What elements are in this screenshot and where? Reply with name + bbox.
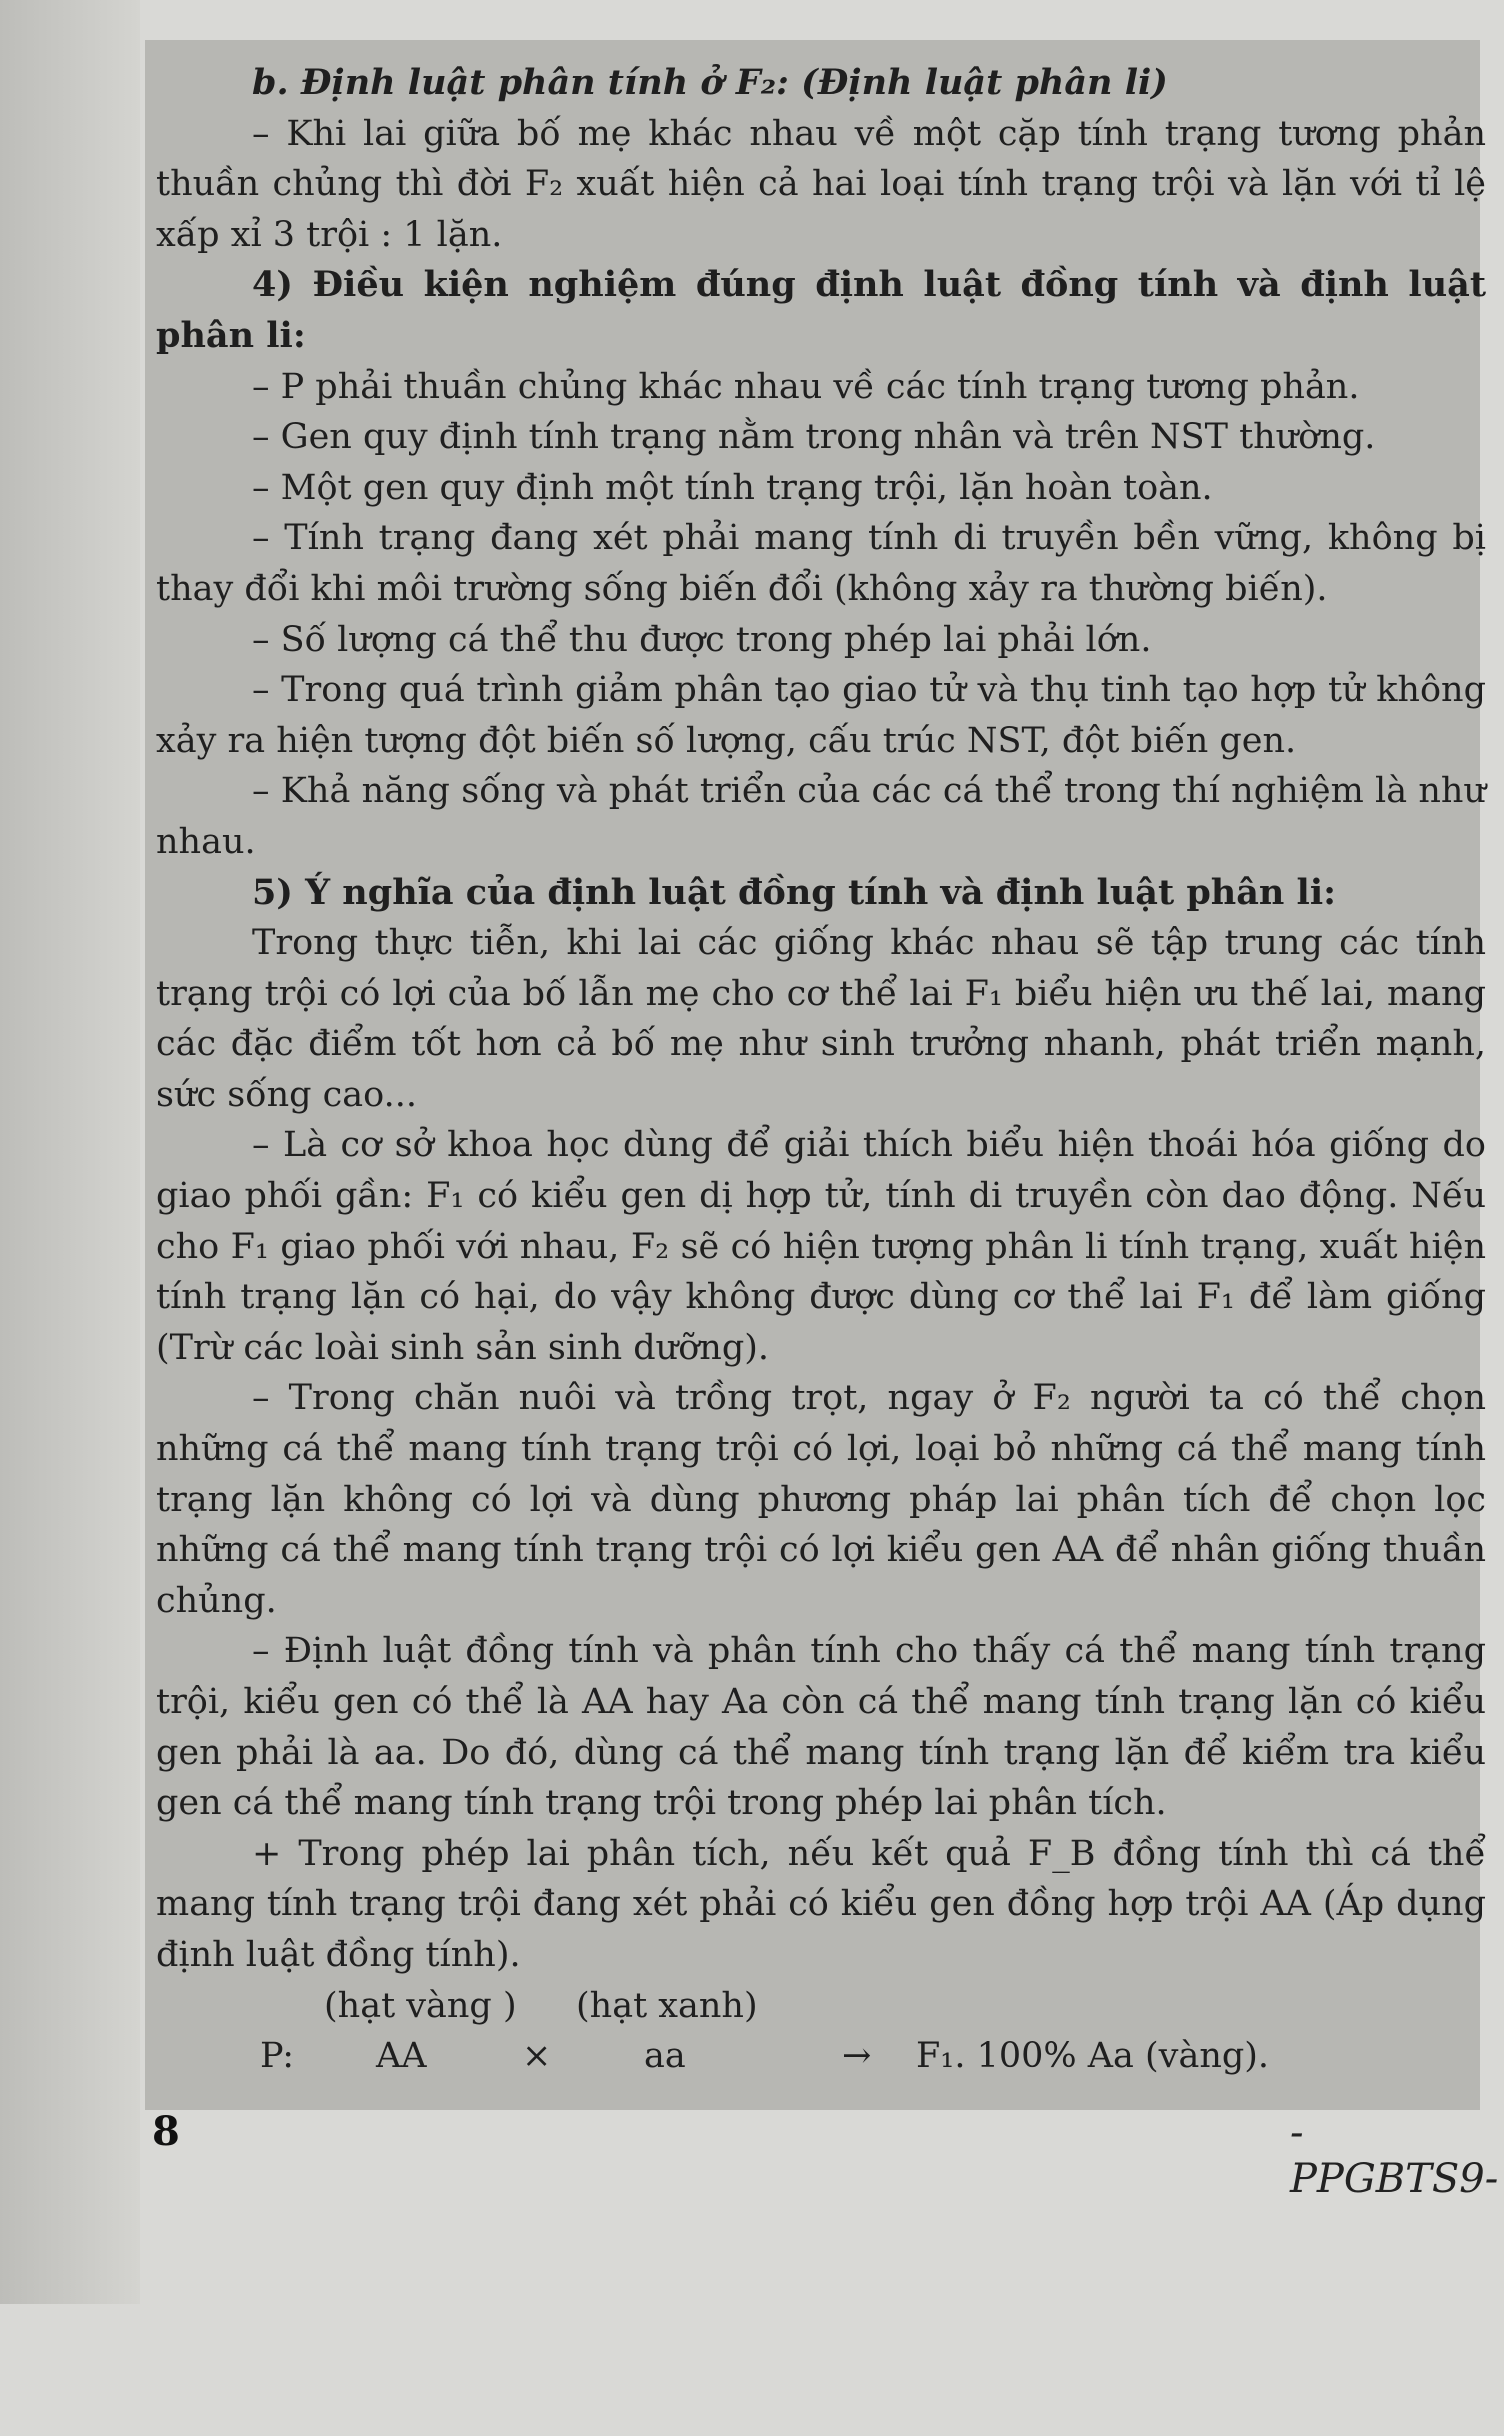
p-label: P: xyxy=(260,2036,295,2077)
cross-labels xyxy=(156,1981,1486,2032)
heading-4: 4) Điều kiện nghiệm đúng định luật đồng tính và định luật phân li: xyxy=(156,264,1486,356)
cross-symbol: × xyxy=(522,2036,552,2077)
paragraph: – Là cơ sở khoa học dùng để giải thích biểu hiện thoái hóa giống do giao phối gần: F₁ có kiểu gen dị hợp tử, tính di truyền còn dao động. Nếu cho F₁ giao phối với nhau, F₂ sẽ có hiện tượng phân li tính trạng, xuất hiện tính trạng lặn có hại, do vậy không được dùng cơ thể lai F₁ để làm giống (Trừ các loài sinh sản sinh dưỡng). xyxy=(156,1125,1486,1368)
parent-aa-recessive: aa xyxy=(644,2036,686,2077)
label-green-seed: (hạt xanh) xyxy=(576,1985,758,2026)
arrow-icon: → xyxy=(842,2036,872,2077)
paragraph: – Định luật đồng tính và phân tính cho thấy cá thể mang tính trạng trội, kiểu gen có thể là AA hay Aa còn cá thể mang tính trạng lặn có kiểu gen phải là aa. Do đó, dùng cá thể mang tính trạng lặn để kiểm tra kiểu gen cá thể mang tính trạng trội trong phép lai phân tích. xyxy=(156,1631,1486,1824)
paragraph: – Số lượng cá thể thu được trong phép lai phải lớn. xyxy=(252,619,1152,660)
paragraph: – Trong chăn nuôi và trồng trọt, ngay ở F₂ người ta có thể chọn những cá thể mang tính trạng trội có lợi, loại bỏ những cá thể mang tính trạng lặn không có lợi và dùng phương pháp lai phân tích để chọn lọc những cá thể mang tính trạng trội có lợi kiểu gen AA để nhân giống thuần chủng. xyxy=(156,1378,1486,1621)
page-number: 8 xyxy=(152,2108,180,2155)
label-yellow-seed: (hạt vàng ) xyxy=(324,1985,517,2026)
cross-result: F₁. 100% Aa (vàng). xyxy=(916,2036,1270,2077)
heading-b: b. Định luật phân tính ở F₂: (Định luật phân li) xyxy=(252,62,1168,103)
paragraph: Trong thực tiễn, khi lai các giống khác nhau sẽ tập trung các tính trạng trội có lợi của bố lẫn mẹ cho cơ thể lai F₁ biểu hiện ưu thế lai, mang các đặc điểm tốt hơn cả bố mẹ như sinh trưởng nhanh, phát triển mạnh, sức sống cao... xyxy=(156,923,1486,1115)
paragraph: – Khả năng sống và phát triển của các cá thể trong thí nghiệm là như nhau. xyxy=(156,771,1486,862)
paragraph: – Tính trạng đang xét phải mang tính di truyền bền vững, không bị thay đổi khi môi trường sống biến đổi (không xảy ra thường biến). xyxy=(156,518,1486,609)
paragraph: – Gen quy định tính trạng nằm trong nhân và trên NST thường. xyxy=(252,417,1376,458)
paragraph: – P phải thuần chủng khác nhau về các tính trạng tương phản. xyxy=(252,366,1360,407)
paragraph: – Một gen quy định một tính trạng trội, lặn hoàn toàn. xyxy=(252,467,1213,508)
parent-aa-dominant: AA xyxy=(376,2036,427,2077)
paragraph: + Trong phép lai phân tích, nếu kết quả F_B đồng tính thì cá thể mang tính trạng trội đang xét phải có kiểu gen đồng hợp trội AA (Áp dụng định luật đồng tính). xyxy=(156,1833,1486,1975)
heading-5: 5) Ý nghĩa của định luật đồng tính và định luật phân li: xyxy=(252,871,1337,913)
cross-equation xyxy=(156,2031,1486,2082)
document-content xyxy=(156,58,1486,2082)
footer-code: -PPGBTS9- xyxy=(1290,2110,1499,2202)
paragraph: – Khi lai giữa bố mẹ khác nhau về một cặp tính trạng tương phản thuần chủng thì đời F₂ xuất hiện cả hai loại tính trạng trội và lặn với tỉ lệ xấp xỉ 3 trội : 1 lặn. xyxy=(156,113,1486,255)
page-gutter xyxy=(0,0,140,2304)
paragraph: – Trong quá trình giảm phân tạo giao tử và thụ tinh tạo hợp tử không xảy ra hiện tượng đột biến số lượng, cấu trúc NST, đột biến gen. xyxy=(156,670,1486,761)
